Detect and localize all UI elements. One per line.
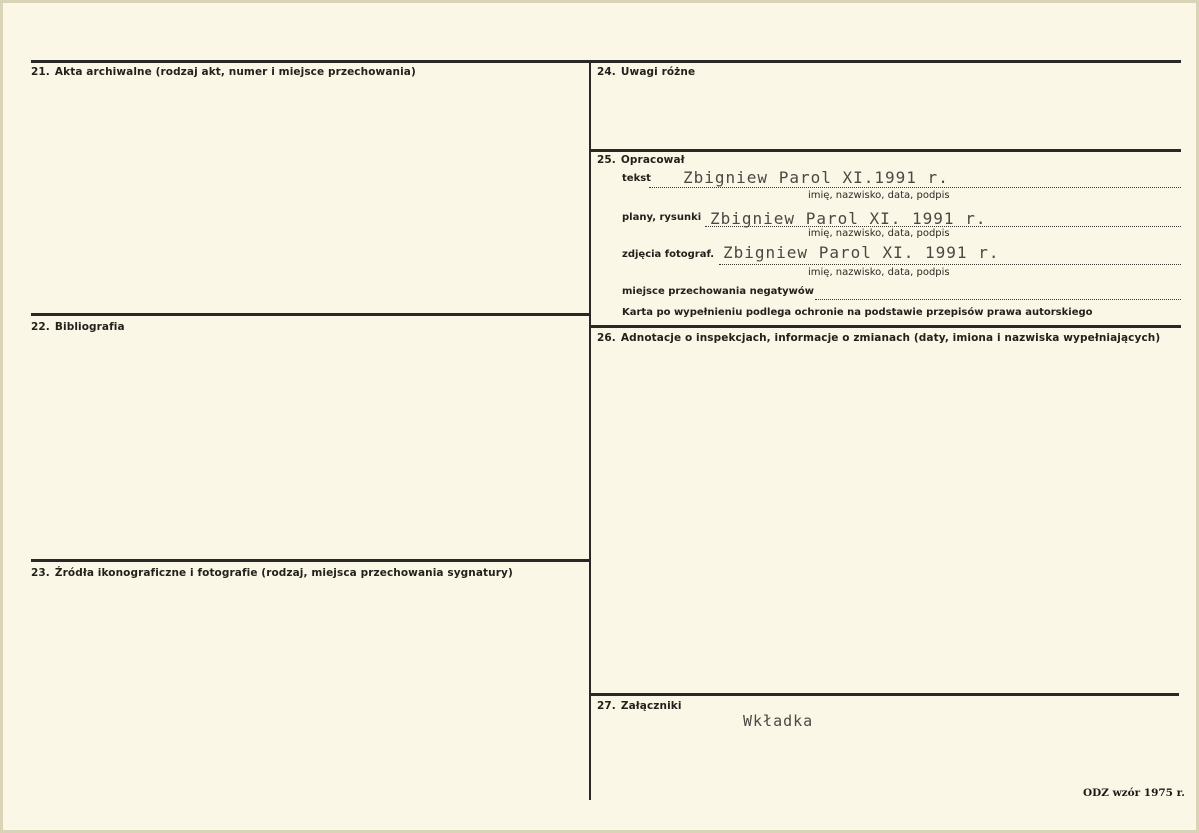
plany-value[interactable]: Zbigniew Parol XI. 1991 r.: [710, 209, 987, 228]
top-rule: [31, 60, 1181, 63]
zdjecia-line: [719, 264, 1181, 265]
section-24-label: 24. Uwagi różne: [597, 66, 696, 78]
copyright-note: Karta po wypełnieniu podlega ochronie na podstawie przepisów prawa autorskiego: [622, 307, 1093, 318]
rule-21-22: [31, 313, 589, 316]
rule-25-26: [591, 325, 1181, 328]
attachment-value[interactable]: Wkładka: [743, 712, 814, 730]
negatywy-line: [815, 299, 1181, 300]
negatywy-label: miejsce przechowania negatywów: [622, 286, 815, 297]
section-21-label: 21. Akta archiwalne (rodzaj akt, numer i miejsce przechowania): [31, 66, 416, 78]
tekst-line: [649, 187, 1181, 188]
plany-caption: imię, nazwisko, data, podpis: [808, 228, 950, 239]
zdjecia-label: zdjęcia fotograf.: [622, 249, 715, 260]
section-26-label: 26. Adnotacje o inspekcjach, informacje o zmianach (daty, imiona i nazwiska wypełniających): [597, 332, 1161, 344]
tekst-value[interactable]: Zbigniew Parol XI.1991 r.: [683, 168, 949, 187]
center-divider: [589, 60, 591, 800]
section-25-label: 25. Opracował: [597, 154, 685, 166]
section-27-label: 27. Załączniki: [597, 700, 682, 712]
zdjecia-value[interactable]: Zbigniew Parol XI. 1991 r.: [723, 243, 1000, 262]
zdjecia-caption: imię, nazwisko, data, podpis: [808, 267, 950, 278]
form-version-footer: ODZ wzór 1975 r.: [1083, 787, 1185, 799]
rule-22-23: [31, 559, 589, 562]
plany-label: plany, rysunki: [622, 212, 702, 223]
tekst-caption: imię, nazwisko, data, podpis: [808, 190, 950, 201]
rule-26-27: [591, 693, 1179, 696]
tekst-label: tekst: [622, 173, 651, 184]
section-22-label: 22. Bibliografia: [31, 321, 125, 333]
section-23-label: 23. Źródła ikonograficzne i fotografie (rodzaj, miejsca przechowania sygnatury): [31, 567, 513, 579]
rule-24-25: [591, 149, 1181, 152]
